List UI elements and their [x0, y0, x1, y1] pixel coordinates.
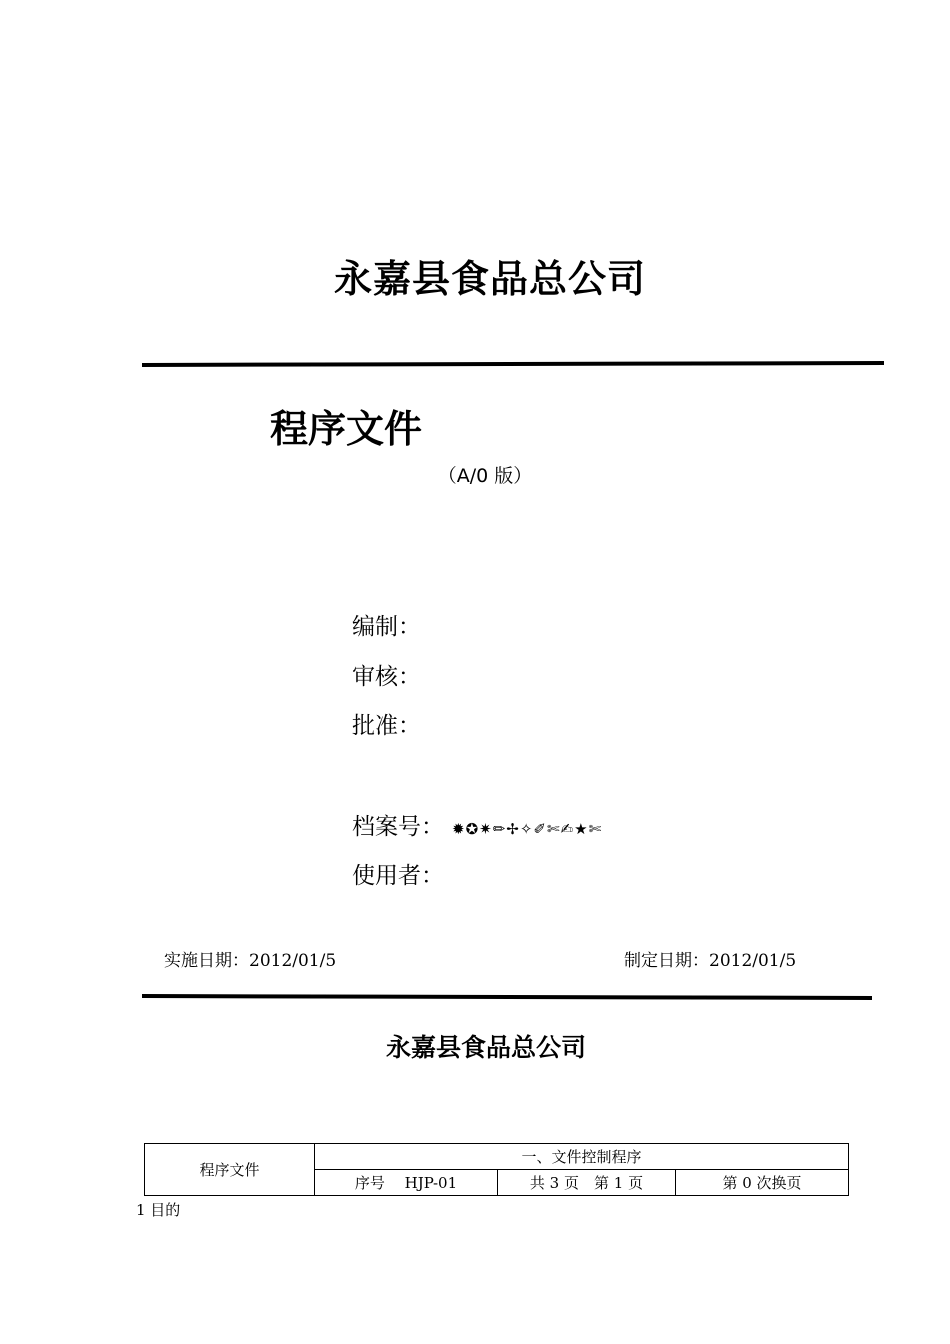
- issue-date: 制定日期：2012/01/5: [624, 951, 797, 971]
- procedure-title-cell: 一、文件控制程序: [315, 1144, 849, 1170]
- reviewer-label: 审核：: [352, 664, 421, 690]
- archive-label: 档案号：: [352, 814, 444, 840]
- user-field: [352, 857, 444, 890]
- doc-category-cell: 程序文件: [145, 1144, 315, 1196]
- editor-label: 编制：: [352, 614, 421, 640]
- archive-field: [352, 808, 602, 841]
- reviewer-field: [352, 658, 421, 691]
- approver-label: 批准：: [352, 713, 421, 739]
- page-count-cell: 共 3 页 第 1 页: [498, 1170, 676, 1196]
- user-label: 使用者：: [352, 863, 444, 889]
- bottom-divider: [142, 994, 872, 1000]
- document-header-table: [144, 1143, 849, 1196]
- editor-field: [352, 608, 421, 641]
- page-company-title: 永嘉县食品总公司: [385, 1033, 586, 1062]
- version-label: （A/0 版）: [437, 465, 533, 487]
- document-type-title: 程序文件: [270, 407, 423, 451]
- revision-cell: 第 0 次换页: [676, 1170, 849, 1196]
- section-heading: 1 目的: [136, 1201, 181, 1219]
- archive-number: ✹✪✷✏✢✧✐✄✍★✄: [452, 820, 603, 838]
- company-title: 永嘉县食品总公司: [333, 257, 646, 301]
- serial-number-cell: 序号 HJP-01: [315, 1170, 498, 1196]
- approver-field: [352, 707, 421, 740]
- implement-date: 实施日期：2012/01/5: [164, 951, 337, 971]
- top-divider: [142, 361, 884, 367]
